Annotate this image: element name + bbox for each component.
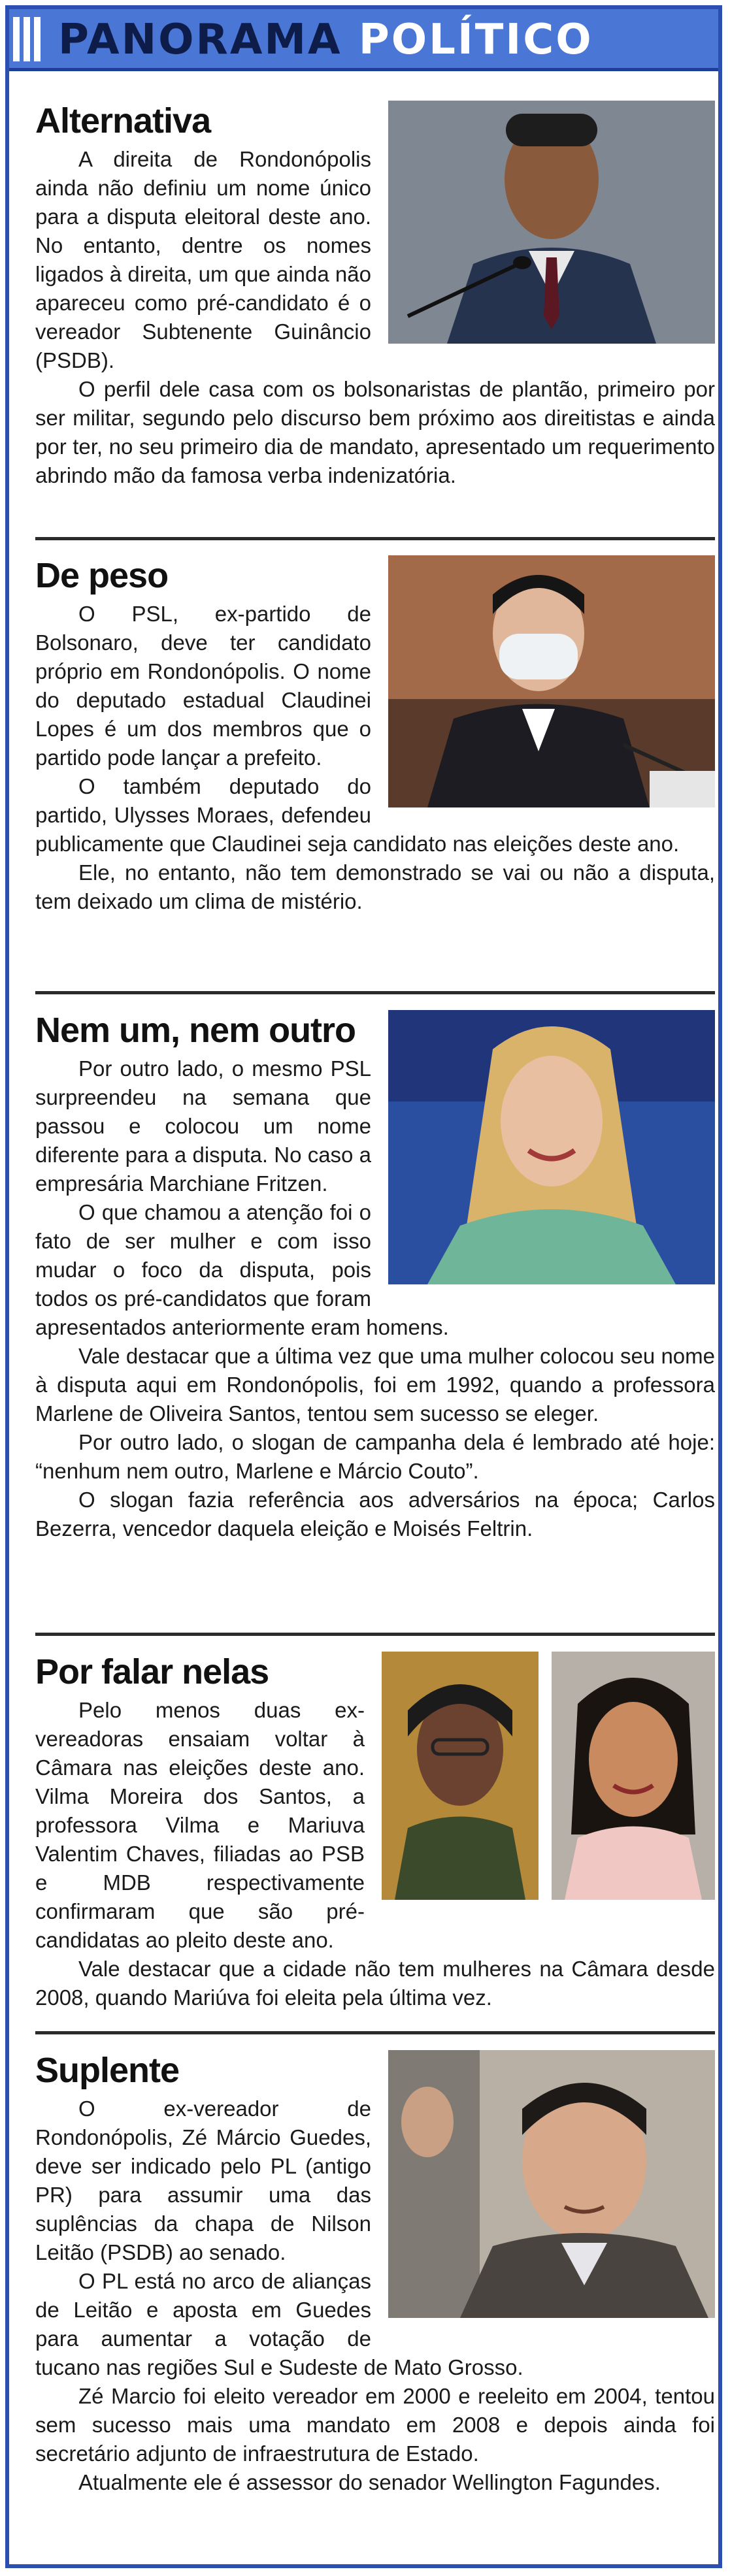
column-title-part2: POLÍTICO [358, 16, 593, 64]
paragraph: Vale destacar que a última vez que uma mulher colocou seu nome à disputa aqui em Rondonópolis, foi em 1992, quando a professora Marlene de Oliveira Santos, tentou sem sucesso se eleger. [35, 1344, 715, 1426]
photo-claudinei [388, 555, 715, 807]
section-de-peso [35, 555, 715, 916]
section-heading: Suplente [35, 2051, 180, 2090]
section-heading: Alternativa [35, 101, 211, 140]
paragraph: Atualmente ele é assessor do senador Wellington Fagundes. [78, 2470, 661, 2494]
paragraph: O também deputado do partido, Ulysses Moraes, defendeu publicamente que Claudinei seja candidato nas eleições deste ano. [35, 774, 680, 856]
photo-marchiane [388, 1010, 715, 1284]
paragraph: Por outro lado, o slogan de campanha dela é lembrado até hoje: “nenhum nem outro, Marlene e Márcio Couto”. [35, 1430, 715, 1483]
paragraph: O perfil dele casa com os bolsonaristas de plantão, primeiro por ser militar, segundo pelo discurso bem próximo aos direitistas e ainda por ter, no seu primeiro dia de mandato, apresentado um requerimento abrindo mão da famosa verba indenizatória. [35, 377, 715, 487]
section-suplente [35, 2050, 715, 2497]
photo-ex-vereadoras [382, 1652, 715, 1900]
paragraph: O PL está no arco de alianças de Leitão e aposta em Guedes para aumentar a votação de tucano nas regiões Sul e Sudeste de Mato Grosso. [35, 2269, 523, 2379]
section-heading: De peso [35, 556, 169, 595]
paragraph: O que chamou a atenção foi o fato de ser mulher e com isso mudar o foco da disputa, pois todos os pré-candidatos que foram apresentados anteriormente eram homens. [35, 1200, 449, 1339]
column-frame [5, 5, 722, 2568]
masthead-bars-decoration [13, 17, 52, 61]
section-por-falar-nelas [35, 1652, 715, 2012]
section-divider [35, 1633, 715, 1636]
paragraph: O PSL, ex-partido de Bolsonaro, deve ter candidato próprio em Rondonópolis. O nome do deputado estadual Claudinei Lopes é um dos membros que o partido pode lançar a prefeito. [35, 602, 371, 770]
paragraph: Vale destacar que a cidade não tem mulheres na Câmara desde 2008, quando Mariúva foi eleita pela última vez. [35, 1957, 715, 2010]
section-alternativa [35, 101, 715, 490]
section-divider [35, 2031, 715, 2034]
section-heading: Nem um, nem outro [35, 1011, 356, 1050]
masthead [9, 9, 718, 71]
section-divider [35, 991, 715, 994]
section-heading: Por falar nelas [35, 1652, 269, 1691]
paragraph: O slogan fazia referência aos adversários na época; Carlos Bezerra, vencedor daquela eleição e Moisés Feltrin. [35, 1488, 715, 1541]
column-title-part1: PANORAMA [58, 16, 342, 64]
photo-guinancio [388, 101, 715, 344]
section-nem-um-nem-outro [35, 1010, 715, 1543]
paragraph: Por outro lado, o mesmo PSL surpreendeu na semana que passou e colocou um nome diferente para a disputa. No caso a empresária Marchiane Fritzen. [35, 1056, 371, 1196]
column-title [58, 16, 593, 64]
photo-ze-marcio [388, 2050, 715, 2318]
paragraph: A direita de Rondonópolis ainda não definiu um nome único para a disputa eleitoral deste ano. No entanto, dentre os nomes ligados à direita, um que ainda não apareceu como pré-candidato é o vereador Subtenente Guinâncio (PSDB). [35, 147, 371, 372]
section-divider [35, 537, 715, 540]
paragraph: O ex-vereador de Rondonópolis, Zé Márcio Guedes, deve ser indicado pelo PL (antigo PR) para assumir uma das suplências da chapa de Nilson Leitão (PSDB) ao senado. [35, 2096, 371, 2264]
paragraph: Pelo menos duas ex-vereadoras ensaiam voltar à Câmara nas eleições deste ano. Vilma Moreira dos Santos, a professora Vilma e Mariuva Valentim Chaves, filiadas ao PSB e MDB respectivamente confirmaram que são pré-candidatas ao pleito deste ano. [35, 1698, 365, 1952]
paragraph: Ele, no entanto, não tem demonstrado se vai ou não a disputa, tem deixado um clima de mistério. [35, 860, 715, 913]
paragraph: Zé Marcio foi eleito vereador em 2000 e reeleito em 2004, tentou sem sucesso mais uma mandato em 2008 e depois ainda foi secretário adjunto de infraestrutura de Estado. [35, 2384, 715, 2466]
